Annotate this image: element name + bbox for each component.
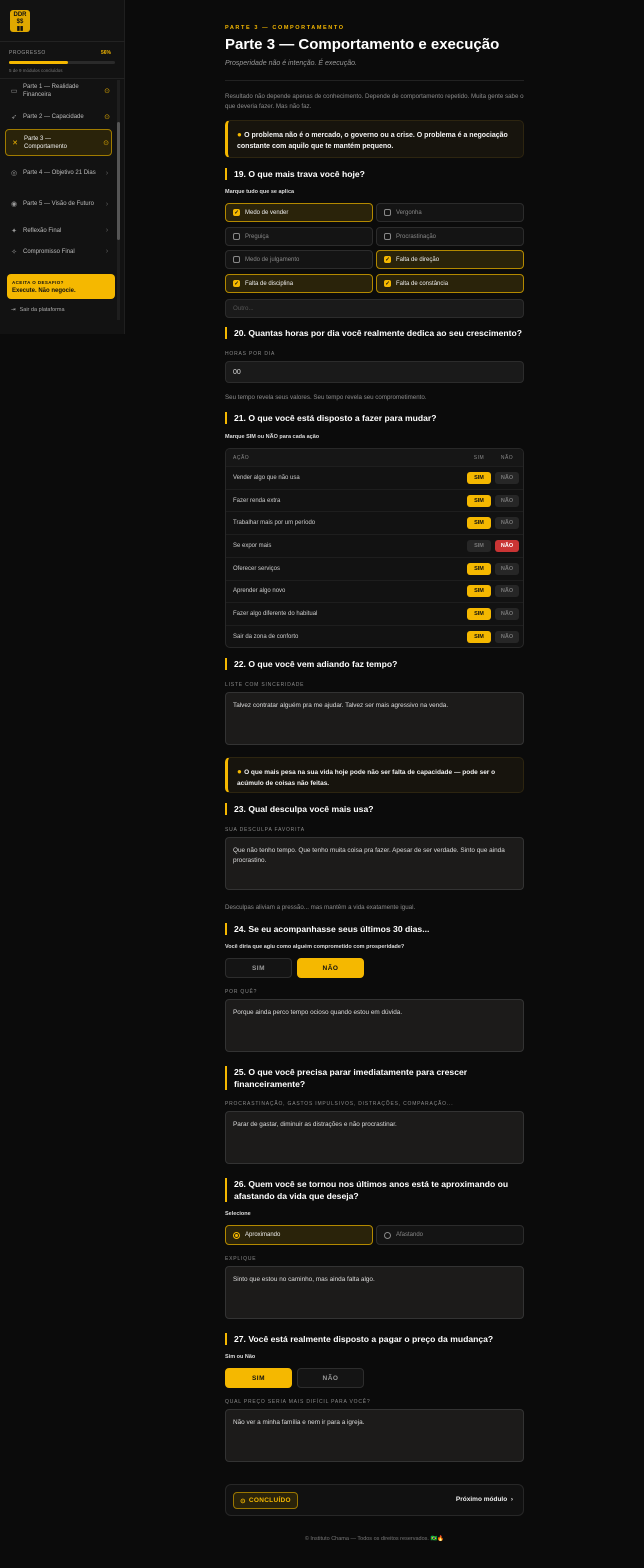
chevron-right-icon: › bbox=[105, 227, 109, 234]
option-aproximando[interactable] bbox=[225, 1225, 373, 1245]
col-action: AÇÃO bbox=[233, 454, 250, 461]
option-label: Preguiça bbox=[245, 233, 269, 240]
table-header bbox=[226, 449, 524, 466]
alert-dot-icon: ● bbox=[237, 767, 245, 776]
logout-link[interactable] bbox=[11, 307, 65, 313]
option-label: Falta de direção bbox=[396, 256, 440, 263]
table-row bbox=[226, 557, 524, 580]
option-label: Falta de disciplina bbox=[245, 280, 294, 287]
eye-icon: ◉ bbox=[10, 201, 18, 208]
question-24-title: 24. Se eu acompanhasse seus últimos 30 dias... bbox=[225, 923, 524, 935]
nao-toggle[interactable]: NÃO bbox=[495, 585, 519, 597]
hours-label: HORAS POR DIA bbox=[225, 351, 276, 357]
q24-sim-button[interactable]: SIM bbox=[225, 958, 292, 978]
action-label: Aprender algo novo bbox=[233, 588, 286, 595]
sim-toggle[interactable]: SIM bbox=[467, 608, 491, 620]
question-21-title: 21. O que você está disposto a fazer para mudar? bbox=[225, 412, 524, 424]
question-21-hint: Marque SIM ou NÃO para cada ação bbox=[225, 434, 320, 440]
sidebar-item-reflexao-final[interactable] bbox=[5, 224, 112, 237]
scrollbar-thumb[interactable] bbox=[117, 122, 120, 240]
question-26-title: 26. Quem você se tornou nos últimos anos está te aproximando ou afastando da vida que deseja? bbox=[225, 1178, 524, 1202]
option-afastando[interactable] bbox=[376, 1225, 524, 1245]
action-label: Fazer renda extra bbox=[233, 497, 281, 504]
question-20-note: Seu tempo revela seus valores. Seu tempo revela seu comprometimento. bbox=[225, 394, 427, 401]
progress-percent: 56% bbox=[101, 50, 112, 56]
checkbox-icon bbox=[233, 233, 240, 240]
question-20-title: 20. Quantas horas por dia você realmente dedica ao seu crescimento? bbox=[225, 327, 524, 339]
option-falta-de-disciplina[interactable] bbox=[225, 274, 373, 293]
option-medo-de-vender[interactable] bbox=[225, 203, 373, 222]
excuse-textarea[interactable] bbox=[225, 837, 524, 890]
sidebar-item-parte-5[interactable] bbox=[5, 195, 112, 213]
option-label: Vergonha bbox=[396, 209, 422, 216]
callout-text: O problema não é o mercado, o governo ou a crise. O problema é a negociação constante com aquilo que te mantém pequeno. bbox=[237, 132, 508, 150]
sidebar-item-parte-3[interactable] bbox=[5, 129, 112, 156]
question-24-label: POR QUÊ? bbox=[225, 989, 258, 995]
other-input[interactable] bbox=[225, 299, 524, 318]
option-procrastinacao[interactable] bbox=[376, 227, 524, 246]
checkbox-icon bbox=[384, 233, 391, 240]
nao-toggle[interactable]: NÃO bbox=[495, 631, 519, 643]
nao-toggle[interactable]: NÃO bbox=[495, 472, 519, 484]
progress-bar bbox=[9, 61, 115, 64]
sidebar-item-parte-1[interactable] bbox=[5, 82, 112, 100]
cta-eyebrow: ACEITA O DESAFIO? bbox=[12, 280, 64, 285]
question-23-title: 23. Qual desculpa você mais usa? bbox=[225, 803, 524, 815]
intro-text: Resultado não depende apenas de conhecimento. Depende de comportamento repetido. Muita gente sabe o que deveria fazer. Mas não faz. bbox=[225, 93, 524, 110]
divider bbox=[0, 41, 125, 42]
cta-text: Execute. Não negocie. bbox=[12, 288, 76, 294]
divider bbox=[0, 78, 125, 79]
col-nao: NÃO bbox=[500, 454, 514, 461]
question-27-hint: Sim ou Não bbox=[225, 1354, 256, 1360]
checkbox-checked-icon: ✓ bbox=[234, 280, 239, 287]
question-24-hint: Você diria que agiu como alguém comprometido com prosperidade? bbox=[225, 944, 405, 950]
q27-sim-button[interactable]: SIM bbox=[225, 1368, 292, 1388]
action-label: Trabalhar mais por um período bbox=[233, 520, 316, 527]
nao-toggle[interactable]: NÃO bbox=[495, 517, 519, 529]
sparkle-icon: ✦ bbox=[11, 227, 17, 235]
question-23-note: Desculpas aliviam a pressão... mas mantêm a vida exatamente igual. bbox=[225, 904, 416, 911]
chevron-right-icon: › bbox=[105, 200, 109, 208]
option-label: Procrastinação bbox=[396, 233, 437, 240]
check-circle-icon: ⊙ bbox=[104, 113, 110, 121]
actions-table bbox=[225, 448, 524, 648]
sim-toggle[interactable]: SIM bbox=[467, 631, 491, 643]
callout-text: O que mais pesa na sua vida hoje pode não ser falta de capacidade — pode ser o acúmulo de coisas não feitas. bbox=[237, 769, 496, 787]
option-preguica[interactable] bbox=[225, 227, 373, 246]
page-subtitle: Prosperidade não é intenção. É execução. bbox=[225, 60, 357, 67]
sidebar-item-parte-4[interactable] bbox=[5, 164, 112, 182]
question-19-hint: Marque tudo que se aplica bbox=[225, 189, 295, 195]
action-label: Sair da zona de conforto bbox=[233, 633, 299, 640]
option-falta-de-constancia[interactable] bbox=[376, 274, 524, 293]
sidebar bbox=[0, 0, 125, 334]
sidebar-item-label: Parte 2 — Capacidade bbox=[23, 113, 84, 120]
table-row bbox=[226, 466, 524, 489]
checkbox-icon bbox=[233, 256, 240, 263]
page-title: Parte 3 — Comportamento e execução bbox=[225, 36, 500, 53]
question-25-label: PROCRASTINAÇÃO, GASTOS IMPULSIVOS, DISTRAÇÕES, COMPARAÇÃO... bbox=[225, 1101, 454, 1107]
question-26-hint: Selecione bbox=[225, 1211, 251, 1217]
radio-icon bbox=[384, 1232, 391, 1239]
sim-toggle[interactable]: SIM bbox=[467, 495, 491, 507]
checkbox-checked-icon: ✓ bbox=[234, 209, 239, 216]
sim-toggle[interactable]: SIM bbox=[467, 585, 491, 597]
question-27-label: QUAL PREÇO SERIA MAIS DIFÍCIL PARA VOCÊ? bbox=[225, 1399, 371, 1405]
action-label: Oferecer serviços bbox=[233, 565, 281, 572]
check-circle-icon: ⊙ bbox=[104, 88, 110, 95]
checkbox-checked-icon: ✓ bbox=[385, 256, 390, 263]
callout-quote-2 bbox=[225, 757, 524, 793]
table-row bbox=[226, 602, 524, 625]
radio-selected-icon bbox=[233, 1232, 240, 1239]
option-vergonha[interactable] bbox=[376, 203, 524, 222]
sim-toggle[interactable]: SIM bbox=[467, 472, 491, 484]
concluded-label: CONCLUÍDO bbox=[248, 1497, 291, 1504]
sim-toggle[interactable]: SIM bbox=[467, 540, 491, 552]
logout-label: Sair da plataforma bbox=[19, 307, 65, 313]
copyright: © Instituto Chama — Todos os direitos reservados. 🇧🇷🔥 bbox=[304, 1536, 445, 1542]
chevron-right-icon: › bbox=[510, 1496, 513, 1503]
brand-logo: DDR $$ ▮▮ bbox=[10, 10, 30, 32]
progress-fill bbox=[9, 61, 68, 64]
sidebar-item-label: Parte 5 — Visão de Futuro bbox=[23, 201, 94, 207]
target-icon: ◎ bbox=[10, 170, 18, 177]
price-textarea[interactable] bbox=[225, 1409, 524, 1462]
table-row bbox=[226, 511, 524, 534]
rocket-icon: ➶ bbox=[11, 113, 17, 121]
checkbox-checked-icon: ✓ bbox=[385, 280, 390, 287]
option-label: Medo de julgamento bbox=[245, 256, 300, 263]
section-eyebrow: PARTE 3 — COMPORTAMENTO bbox=[225, 25, 345, 31]
question-25-title: 25. O que você precisa parar imediatamente para crescer financeiramente? bbox=[225, 1066, 524, 1090]
sidebar-scrollbar[interactable] bbox=[117, 80, 120, 320]
check-circle-icon: ⊙ bbox=[103, 139, 109, 147]
question-22-label: LISTE COM SINCERIDADE bbox=[225, 682, 305, 688]
next-module-link[interactable] bbox=[456, 1496, 513, 1503]
table-row bbox=[226, 580, 524, 603]
table-row bbox=[226, 625, 524, 648]
chevron-right-icon: › bbox=[105, 169, 109, 177]
alert-dot-icon: ● bbox=[237, 130, 245, 139]
option-label: Afastando bbox=[396, 1232, 424, 1238]
table-row bbox=[226, 534, 524, 557]
explain-textarea[interactable] bbox=[225, 1266, 524, 1319]
question-22-title: 22. O que você vem adiando faz tempo? bbox=[225, 658, 524, 670]
progress-label: PROGRESSO bbox=[9, 50, 46, 56]
swords-icon: ✕ bbox=[12, 139, 18, 147]
option-falta-de-direcao[interactable] bbox=[376, 250, 524, 269]
col-sim: SIM bbox=[473, 454, 485, 461]
sidebar-item-label: Parte 1 — Realidade Financeira bbox=[23, 84, 79, 98]
challenge-cta[interactable] bbox=[7, 274, 115, 299]
nao-toggle[interactable]: NÃO bbox=[495, 563, 519, 575]
divider bbox=[225, 80, 524, 81]
hours-input[interactable] bbox=[225, 361, 524, 383]
progress-sub: 5 de 9 módulos concluídos bbox=[9, 68, 63, 73]
handshake-icon: ✧ bbox=[11, 248, 17, 256]
sidebar-item-label: Compromisso Final bbox=[23, 248, 75, 255]
nao-toggle[interactable]: NÃO bbox=[495, 495, 519, 507]
question-23-label: SUA DESCULPA FAVORITA bbox=[225, 827, 305, 833]
action-label: Vender algo que não usa bbox=[233, 474, 300, 481]
sidebar-item-compromisso-final[interactable] bbox=[5, 245, 112, 258]
sidebar-item-label: Parte 4 — Objetivo 21 Dias bbox=[23, 170, 96, 176]
checkbox-icon bbox=[384, 209, 391, 216]
question-26-label: EXPLIQUE bbox=[225, 1256, 257, 1262]
stop-textarea[interactable] bbox=[225, 1111, 524, 1164]
action-label: Se expor mais bbox=[233, 542, 272, 549]
sidebar-item-label: Parte 3 — Comportamento bbox=[24, 135, 68, 150]
option-label: Aproximando bbox=[245, 1232, 281, 1238]
option-label: Medo de vender bbox=[245, 209, 289, 216]
question-27-title: 27. Você está realmente disposto a pagar o preço da mudança? bbox=[225, 1333, 524, 1345]
option-label: Falta de constância bbox=[396, 280, 449, 287]
chevron-right-icon: › bbox=[105, 248, 109, 255]
why-textarea[interactable] bbox=[225, 999, 524, 1052]
postponed-textarea[interactable] bbox=[225, 692, 524, 745]
nao-toggle[interactable]: NÃO bbox=[495, 608, 519, 620]
sim-toggle[interactable]: SIM bbox=[467, 563, 491, 575]
table-row bbox=[226, 489, 524, 512]
check-circle-icon: ⊙ bbox=[240, 1497, 246, 1505]
callout-quote bbox=[225, 120, 524, 158]
action-label: Fazer algo diferente do habitual bbox=[233, 611, 318, 618]
wallet-icon: ▭ bbox=[10, 88, 18, 95]
module-footer bbox=[225, 1484, 524, 1516]
question-19-title: 19. O que mais trava você hoje? bbox=[225, 168, 524, 180]
q27-nao-button[interactable]: NÃO bbox=[297, 1368, 364, 1388]
sidebar-item-label: Reflexão Final bbox=[23, 227, 62, 234]
nao-toggle[interactable]: NÃO bbox=[495, 540, 519, 552]
concluded-button[interactable] bbox=[233, 1492, 298, 1509]
option-medo-de-julgamento[interactable] bbox=[225, 250, 373, 269]
sim-toggle[interactable]: SIM bbox=[467, 517, 491, 529]
next-module-label: Próximo módulo bbox=[455, 1496, 508, 1503]
sidebar-item-parte-2[interactable] bbox=[5, 110, 112, 123]
q24-nao-button[interactable]: NÃO bbox=[297, 958, 364, 978]
logout-icon: ⇥ bbox=[11, 307, 16, 313]
